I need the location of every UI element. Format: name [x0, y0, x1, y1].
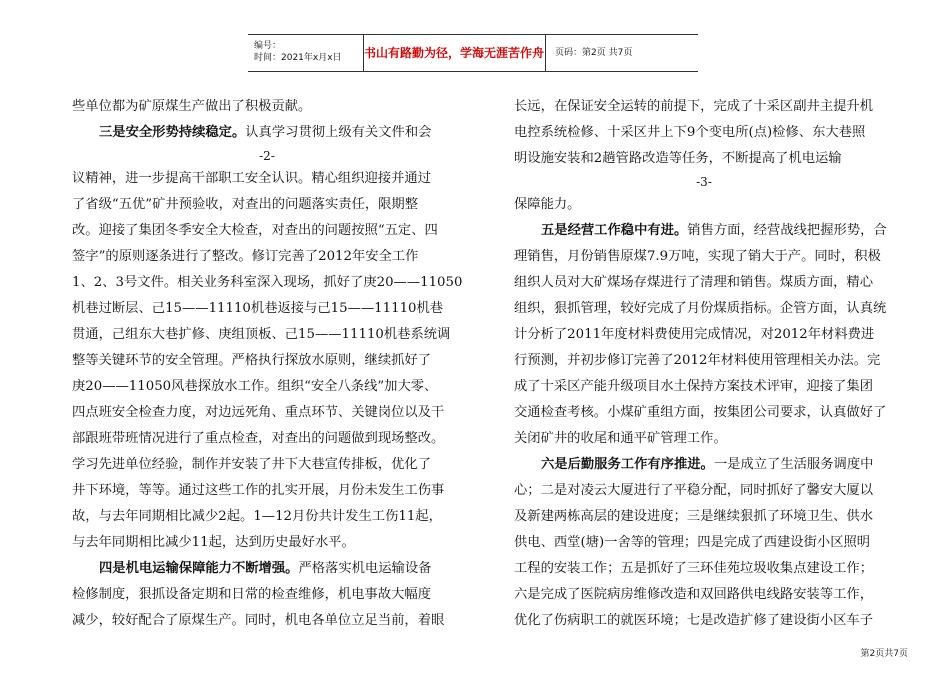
text-line: 议精神，进一步提高干部职工安全认识。精心组织迎接并通过: [72, 171, 432, 186]
text-line: 六是完成了医院病房维修改造和双回路供电线路安装等工作，: [514, 587, 874, 602]
section-heading: 五是经营工作稳中有进。: [541, 223, 688, 238]
text-line: 行预测，并初步修订完善了2012年材料使用管理相关办法。完: [514, 353, 881, 368]
text-line: 签字”的原则逐条进行了整改。修订完善了2012年安全工作: [72, 249, 419, 264]
text-line: 明设施安装和2趟管路改造等任务，不断提高了机电运输: [514, 151, 842, 166]
text-line: 保障能力。: [514, 197, 581, 212]
text-line: 庚20——11050风巷探放水工作。组织“安全八条线”加大零、: [72, 379, 438, 394]
left-text-column: [72, 94, 462, 634]
text-line: 心；二是对凌云大厦进行了平稳分配，同时抓好了馨安大厦以: [514, 483, 874, 498]
text-line: 了省级“五优”矿井预验收，对查出的问题落实责任，限期整: [72, 197, 419, 212]
motto-text: 书山有路勤为径，学海无涯苦作舟: [363, 46, 544, 60]
text-line: 组织，狠抓管理，较好完成了月份煤质指标。企管方面，认真统: [514, 301, 887, 316]
text-line: 理销售，月份销售原煤7.9万吨，实现了销大于产。同时，积极: [514, 249, 881, 264]
text-line: 交通检查考核。小煤矿重组方面，按集团公司要求，认真做好了: [514, 405, 887, 420]
text-line: 整等关键环节的安全管理。严格执行探放水原则，继续抓好了: [72, 353, 432, 368]
text-line: 井下环境，等等。通过这些工作的扎实开展，月份未发生工伤事: [72, 483, 445, 498]
inline-page-number: -3-: [696, 175, 712, 189]
text-line: 供电、西堂(塘)一舍等的管理；四是完成了西建设街小区照明: [514, 535, 871, 550]
page-indicator: 页码：第2页 共7页: [555, 48, 633, 58]
text-line: 成了十采区产能升级项目水土保持方案技术评审，迎接了集团: [514, 379, 874, 394]
paragraph-text: 严格落实机电运输设备: [298, 561, 432, 576]
date-label: 时间：2021年x月x日: [254, 53, 342, 63]
text-line: 贯通，己组东大巷扩修、庚组顶板、己15——11110机巷系统调: [72, 327, 451, 342]
page-header: [248, 34, 698, 72]
text-line: 学习先进单位经验，制作并安装了井下大巷宣传排板，优化了: [72, 457, 432, 472]
section-heading-line: [72, 120, 462, 146]
text-line: 优化了伤病职工的就医环境；七是改造扩修了建设街小区车子: [514, 613, 874, 628]
text-line: 长远，在保证安全运转的前提下，完成了十采区副井主提升机: [514, 99, 874, 114]
text-line: 部跟班带班情况进行了重点检查，对查出的问题做到现场整改。: [72, 431, 445, 446]
text-line: 机巷过断层、己15——11110机巷返接与己15——11110机巷: [72, 301, 444, 316]
text-line: 及新建两栋高层的建设进度；三是继续狠抓了环境卫生、供水: [514, 509, 874, 524]
text-line: 1、2、3号文件。相关业务科室深入现场，抓好了庚20——11050: [72, 275, 463, 290]
section-heading-line: [514, 218, 894, 244]
text-line: 四点班安全检查力度，对边远死角、重点环节、关键岗位以及干: [72, 405, 445, 420]
text-line: 改。迎接了集团冬季安全大检查，对查出的问题按照“五定、四: [72, 223, 438, 238]
text-line: 电控系统检修、十采区井上下9个变电所(点)检修、东大巷照: [514, 125, 866, 140]
inline-page-number: -2-: [259, 149, 275, 163]
section-heading-line: [514, 452, 894, 478]
header-motto-cell: [363, 35, 546, 71]
paragraph-text: 销售方面，经营战线把握形势，合: [687, 223, 887, 238]
text-line: 减少，较好配合了原煤生产。同时，机电各单位立足当前，着眼: [72, 613, 445, 628]
paragraph-text: 一是成立了生活服务调度中: [713, 457, 874, 472]
text-line: 关闭矿井的收尾和通平矿管理工作。: [514, 431, 727, 446]
text-line: 工程的安装工作；五是抓好了三环佳苑垃圾收集点建设工作；: [514, 561, 874, 576]
right-text-column: [514, 94, 894, 634]
section-heading: 四是机电运输保障能力不断增强。: [99, 561, 299, 576]
section-heading-line: [72, 556, 462, 582]
section-heading: 三是安全形势持续稳定。: [99, 125, 246, 140]
text-line: 些单位都为矿原煤生产做出了积极贡献。: [72, 99, 312, 114]
doc-number-label: 编号：: [254, 41, 282, 51]
text-line: 计分析了2011年度材料费使用完成情况，对2012年材料费进: [514, 327, 875, 342]
paragraph-text: 认真学习贯彻上级有关文件和会: [245, 125, 432, 140]
footer-page-number: 第2页共7页: [860, 649, 908, 659]
text-line: 检修制度，狠抓设备定期和日常的检查维修，机电事故大幅度: [72, 587, 432, 602]
header-page-cell: [545, 35, 698, 71]
text-line: 与去年同期相比减少11起，达到历史最好水平。: [72, 535, 355, 550]
text-line: 组织人员对大矿煤场存煤进行了清理和销售。煤质方面，精心: [514, 275, 874, 290]
header-meta-cell: [248, 35, 364, 71]
text-line: 故，与去年同期相比减少2起。1—12月份共计发生工伤11起，: [72, 509, 442, 524]
section-heading: 六是后勤服务工作有序推进。: [541, 457, 714, 472]
